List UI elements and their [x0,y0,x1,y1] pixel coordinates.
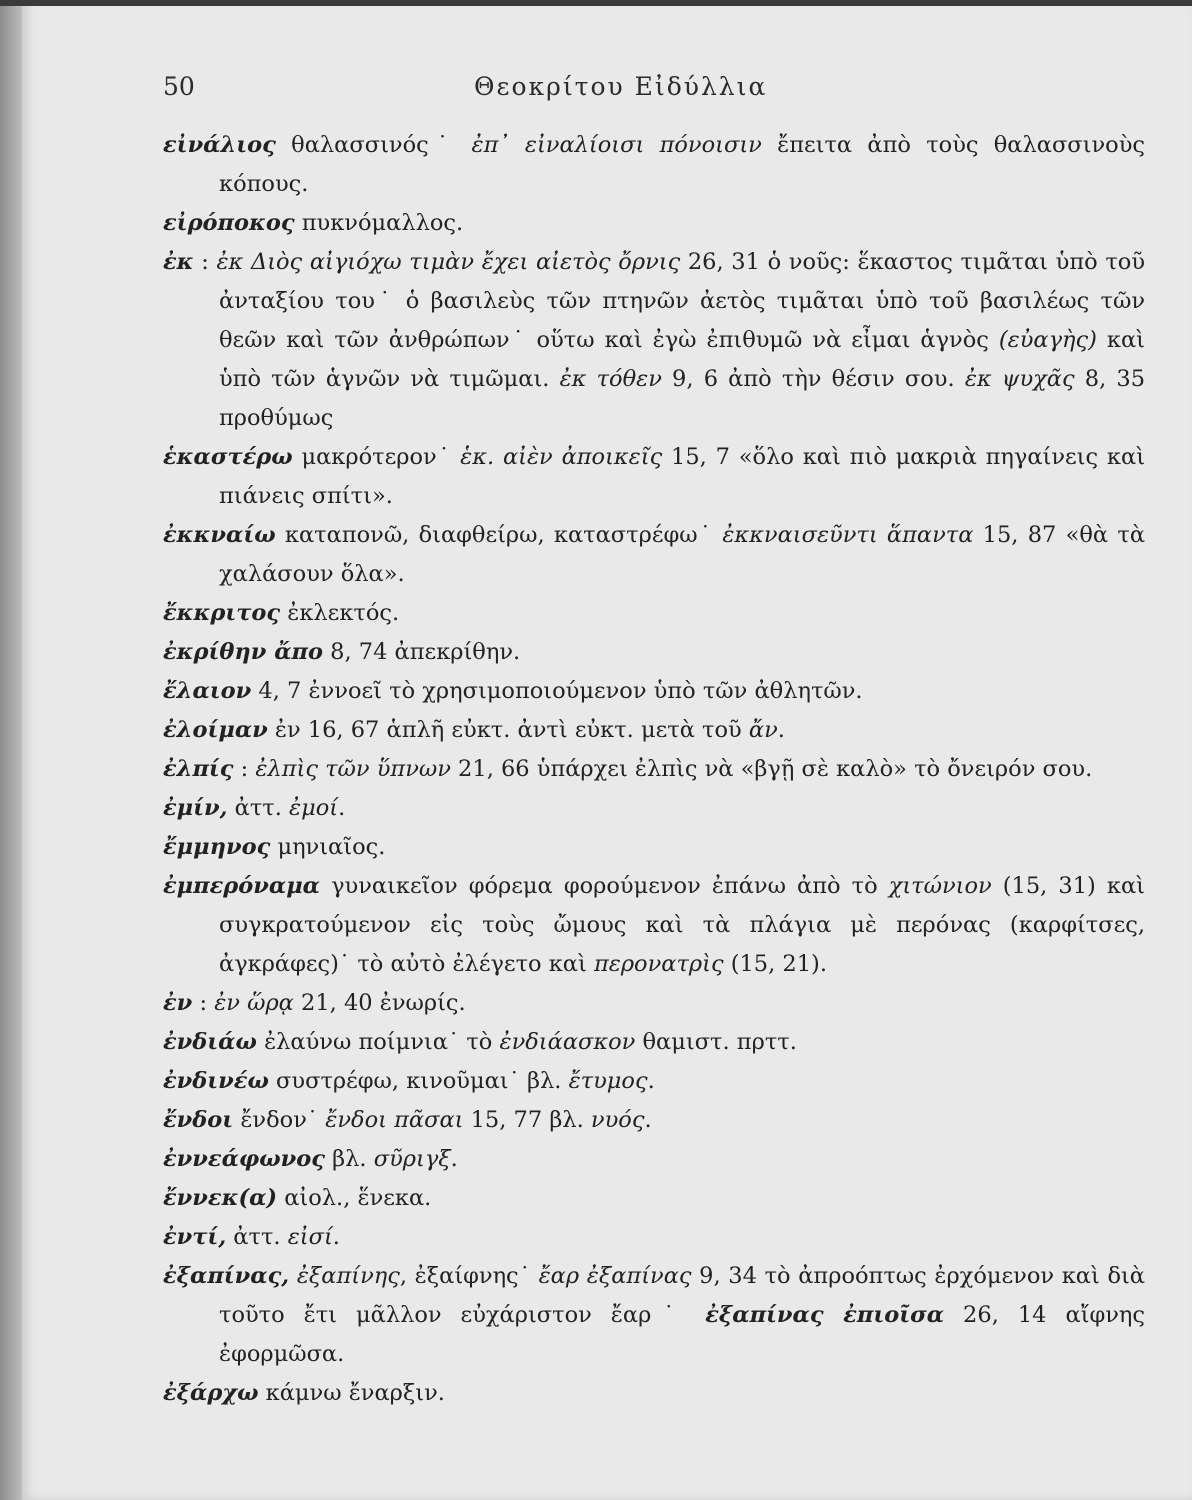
entry-text: θαμιστ. πρττ. [635,1029,797,1055]
glossary-entry [163,1218,1145,1257]
entry-text: 21, 66 ὑπάρχει ἐλπὶς νὰ «βγῇ σὲ καλὸ» τὸ ὄνειρόν σου. [450,756,1093,782]
glossary-entry [163,438,1145,516]
entry-text: 26, 31 ὁ νοῦς: ἕκαστος τιμᾶται ὑπὸ τοῦ ἀνταξίου του˙ ὁ βασιλεὺς τῶν πτηνῶν ἀετὸς τιμᾶται ὑπὸ τοῦ βασιλέως τῶν θεῶν καὶ τῶν ἀνθρώπων˙ οὕτω καὶ ἐγὼ ἐπιθυμῶ νὰ εἶμαι ἁγνὸς [219,249,1146,353]
entry-text: ἔνδον˙ [233,1107,326,1133]
entry-headword: ἔλαιον [163,678,252,704]
entry-text: μακρότερον˙ [292,444,461,470]
entry-headword: ἐκ [163,249,194,275]
entry-citation: ἐξαπίνης [296,1263,400,1289]
entry-text: (15, 21). [723,951,827,977]
entry-text: ἐν 16, 67 ἁπλῆ εὐκτ. ἀντὶ εὐκτ. μετὰ τοῦ [267,717,749,743]
entry-citation: εἰσί [287,1224,333,1250]
glossary-entry [163,750,1145,789]
entry-text: 8, 35 προθύμως [219,366,1146,431]
entry-text: μηνιαῖος. [270,834,386,860]
entry-headword: ἔννεκ(α) [163,1185,278,1211]
entry-headword: εἰρόποκος [163,210,295,236]
glossary-entry [163,711,1145,750]
entry-text: θαλασσινός˙ [275,132,472,158]
entry-text: . [332,1224,340,1250]
glossary-entry [163,789,1145,828]
entry-citation: ἔαρ ἐξαπίνας [538,1263,692,1289]
entry-text: . [644,1107,652,1133]
entry-text: 15, 87 «θὰ τὰ χαλάσουν ὅλα». [219,522,1146,587]
entry-text: καταπονῶ, διαφθείρω, καταστρέφω˙ [275,522,723,548]
running-title: Θεοκρίτου Εἰδύλλια [474,72,768,101]
entry-text: ἀττ. [226,1224,288,1250]
entry-headword: εἰνάλιος [163,132,276,158]
entry-text: πυκνόμαλλος. [294,210,464,236]
page-number: 50 [163,72,195,101]
glossary-entry [163,1140,1145,1179]
page-header [0,66,1192,110]
entry-headword: ἑκαστέρω [163,444,293,470]
entry-citation: ἐκκναισεῦντι ἅπαντα [722,522,974,548]
entry-citation: ἐκ ψυχᾶς [964,366,1075,392]
glossary-entry [163,1179,1145,1218]
entry-headword: ἐννεάφωνος [163,1146,325,1172]
entry-headword: ἔνδοι [163,1107,234,1133]
entry-text: συστρέφω, κινοῦμαι˙ βλ. [268,1068,569,1094]
entry-text: αἰολ., ἕνεκα. [277,1185,432,1211]
entry-text: 4, 7 ἐννοεῖ τὸ χρησιμοποιούμενον ὑπὸ τῶν ἀθλητῶν. [251,678,863,704]
entry-headword: ἐνδινέω [163,1068,269,1094]
entry-text: καὶ ὑπὸ τῶν ἁγνῶν νὰ τιμῶμαι. [219,327,1146,392]
entry-text: 8, 74 ἀπεκρίθην. [323,639,521,665]
entry-citation: νυός [590,1107,645,1133]
entry-citation: ἐν ὥρᾳ [214,990,294,1016]
glossary-entry [163,1101,1145,1140]
entry-headword: ἐνδιάω [163,1029,257,1055]
entry-headword: ἐμίν, [163,795,228,821]
entry-headword: ἐξαπίνας, [163,1263,290,1289]
entry-text: . [647,1068,655,1094]
entry-citation: ἐνδιάασκον [499,1029,636,1055]
entry-citation: ἐπ᾽ εἰναλίοισι πόνοισιν [471,132,762,158]
entry-headword: ἐμπερόναμα [163,873,320,899]
glossary-entry [163,867,1145,984]
entry-text: ἐκλεκτός. [280,600,400,626]
glossary-entry [163,984,1145,1023]
entry-citation: ἄν [748,717,778,743]
entry-text: . [450,1146,458,1172]
entry-text: . [338,795,346,821]
entry-headword: ἔμμηνος [163,834,271,860]
entry-text: 9, 34 τὸ ἀπροόπτως ἐρχόμενον καὶ διὰ τοῦτο ἔτι μᾶλλον εὐχάριστον ἔαρ˙ [219,1263,1146,1328]
entry-headword: ἐντί, [163,1224,227,1250]
entry-headword: ἔκκριτος [163,600,281,626]
page-binding-edge [0,0,22,1500]
entry-citation: ἐλπὶς τῶν ὕπνων [255,756,451,782]
entry-citation: χιτώνιον [888,873,992,899]
glossary-entry [163,1023,1145,1062]
glossary-entry [163,1062,1145,1101]
entry-headword: ἐν [163,990,193,1016]
entry-text: (15, 31) καὶ συγκρατούμενον εἰς τοὺς ὤμους καὶ τὰ πλάγια μὲ περόνας (καρφίτσες, ἀγκράφες)˙ τὸ αὐτὸ ἐλέγετο καὶ [219,873,1145,977]
entry-headword: ἐξάρχω [163,1380,259,1406]
entry-text: 15, 77 βλ. [463,1107,591,1133]
glossary-entry [163,1374,1145,1413]
entry-citation: ἐμοί [289,795,339,821]
glossary-entry [163,672,1145,711]
entry-text: : [193,249,217,275]
entry-text: κάμνω ἔναρξιν. [258,1380,445,1406]
glossary-entry [163,1257,1145,1374]
entry-text: ἔπειτα ἀπὸ τοὺς θαλασσινοὺς κόπους. [219,132,1145,197]
entry-citation: (εὐαγὴς) [998,327,1097,353]
entry-citation: ἑκ. αἰὲν ἀποικεῖς [460,444,663,470]
entry-text: 21, 40 ἐνωρίς. [293,990,466,1016]
entry-citation: ἐκ Διὸς αἰγιόχω τιμὰν ἔχει αἰετὸς ὄρνις [216,249,681,275]
entry-citation: σῦριγξ [373,1146,451,1172]
entry-headword: ἐξαπίνας ἐπιοῖσα [705,1302,945,1328]
entry-text: βλ. [325,1146,374,1172]
glossary-entry [163,594,1145,633]
entry-citation: ἐκ τόθεν [559,366,662,392]
entry-text: , ἐξαίφνης˙ [399,1263,539,1289]
entry-text: 26, 14 αἴφνης ἐφορμῶσα. [219,1302,1145,1367]
entry-text: : [233,756,256,782]
entry-text: ἐλαύνω ποίμνια˙ τὸ [256,1029,500,1055]
entry-text: γυναικεῖον φόρεμα φορούμενον ἐπάνω ἀπὸ τὸ [319,873,889,899]
entry-citation: ἔτυμος [568,1068,648,1094]
page-top-edge [0,0,1192,6]
glossary-entry [163,516,1145,594]
entry-text [289,1263,297,1289]
entry-headword: ἐκρίθην ἄπο [163,639,323,665]
entry-citation: περονατρὶς [593,951,724,977]
entry-text: 15, 7 «ὅλο καὶ πιὸ μακριὰ πηγαίνεις καὶ πιάνεις σπίτι». [219,444,1146,509]
glossary-entry [163,828,1145,867]
entry-text: ἀττ. [227,795,290,821]
glossary-entry [163,633,1145,672]
glossary-entry [163,204,1145,243]
entry-headword: ἐλπίς [163,756,234,782]
entry-citation: ἔνδοι πᾶσαι [325,1107,464,1133]
entry-headword: ἐλοίμαν [163,717,268,743]
glossary-entry [163,243,1145,438]
entry-text: : [192,990,215,1016]
glossary-entries [163,126,1145,1413]
entry-text: . [777,717,785,743]
entry-text: 9, 6 ἀπὸ τὴν θέσιν σου. [661,366,965,392]
entry-headword: ἐκκναίω [163,522,276,548]
glossary-entry [163,126,1145,204]
